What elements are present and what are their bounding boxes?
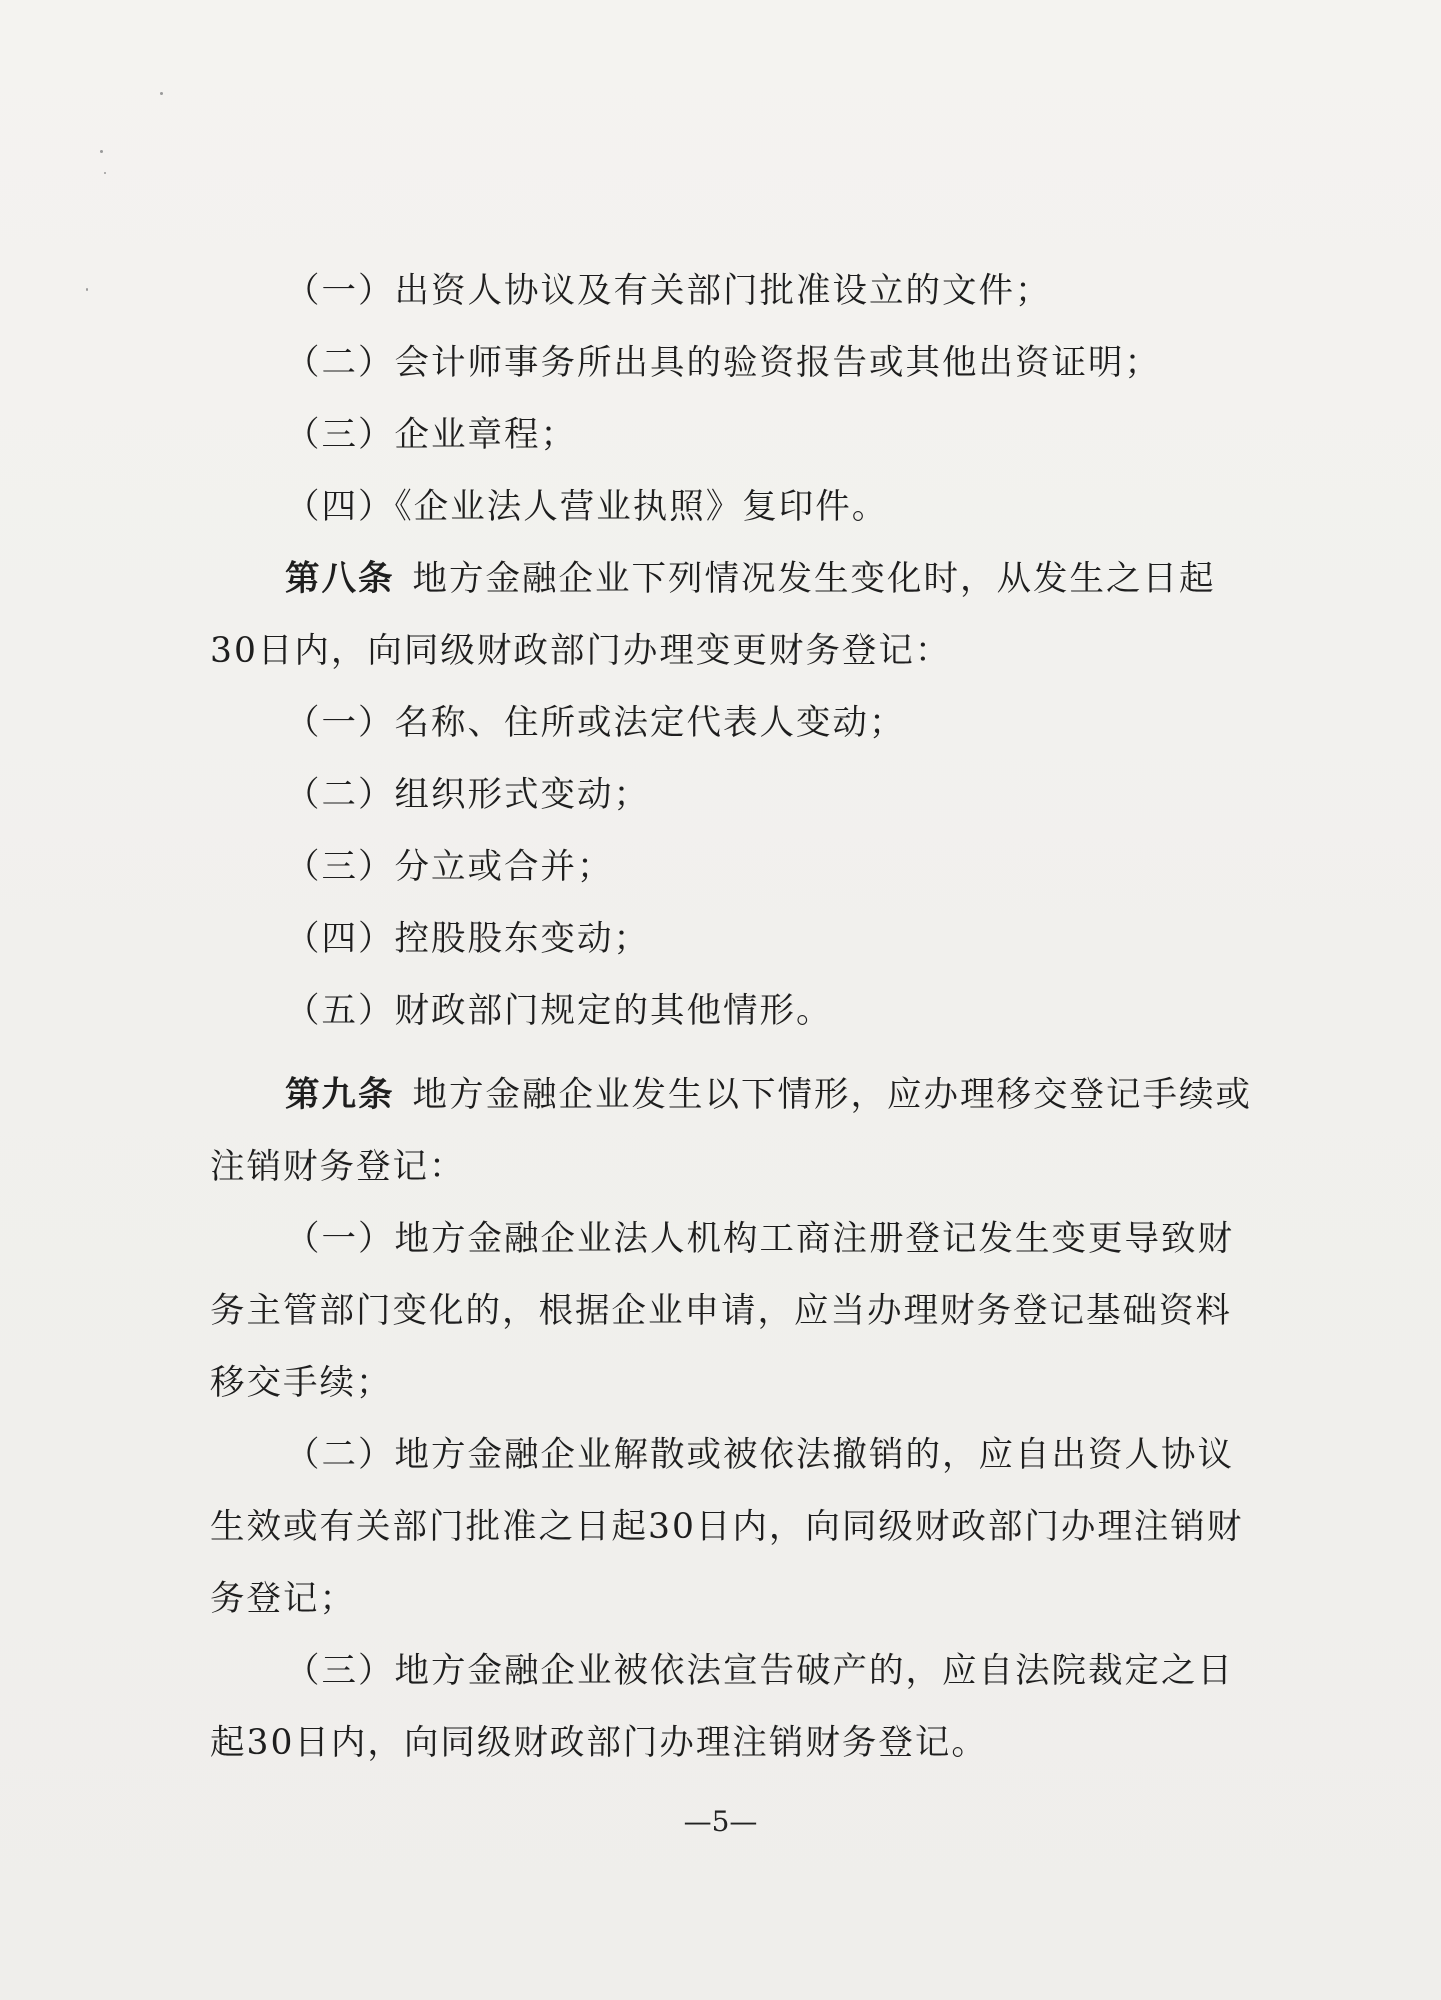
article9-item-2: （二）地方金融企业解散或被依法撤销的，应自出资人协议生效或有关部门批准之日起30日内，向同级财政部门办理注销财务登记； bbox=[210, 1435, 1244, 1619]
scan-speck bbox=[100, 150, 103, 153]
article9-text: 地方金融企业发生以下情形，应办理移交登记手续或注销财务登记： bbox=[210, 1075, 1252, 1187]
article8-item-1: （一）名称、住所或法定代表人变动； bbox=[285, 703, 906, 743]
article7-item-3: （三）企业章程； bbox=[285, 415, 577, 455]
page-number: —5— bbox=[683, 1805, 758, 1838]
article9-item-3: （三）地方金融企业被依法宣告破产的，应自法院裁定之日起30日内，向同级财政部门办理注销财务登记。 bbox=[210, 1651, 1234, 1763]
article8-text: 地方金融企业下列情况发生变化时，从发生之日起30日内，向同级财政部门办理变更财务登记： bbox=[210, 559, 1216, 671]
article9-item-1: （一）地方金融企业法人机构工商注册登记发生变更导致财务主管部门变化的，根据企业申请，应当办理财务登记基础资料移交手续； bbox=[210, 1219, 1234, 1403]
article7-item-4: （四）《企业法人营业执照》复印件。 bbox=[285, 487, 889, 527]
article8-item-4: （四）控股股东变动； bbox=[285, 919, 650, 959]
scan-speck bbox=[86, 288, 88, 291]
article8-heading: 第八条 bbox=[285, 559, 395, 599]
document-body bbox=[210, 255, 1255, 1779]
article8-item-5: （五）财政部门规定的其他情形。 bbox=[285, 991, 833, 1031]
article9-paragraph bbox=[210, 1059, 1255, 1203]
article8-paragraph bbox=[210, 543, 1255, 687]
article7-item-2: （二）会计师事务所出具的验资报告或其他出资证明； bbox=[285, 343, 1161, 383]
article7-item-1: （一）出资人协议及有关部门批准设立的文件； bbox=[285, 271, 1052, 311]
article8-item-3: （三）分立或合并； bbox=[285, 847, 614, 887]
article8-item-2: （二）组织形式变动； bbox=[285, 775, 650, 815]
scan-speck bbox=[160, 92, 163, 95]
scan-speck bbox=[104, 172, 106, 174]
article9-heading: 第九条 bbox=[285, 1075, 395, 1115]
